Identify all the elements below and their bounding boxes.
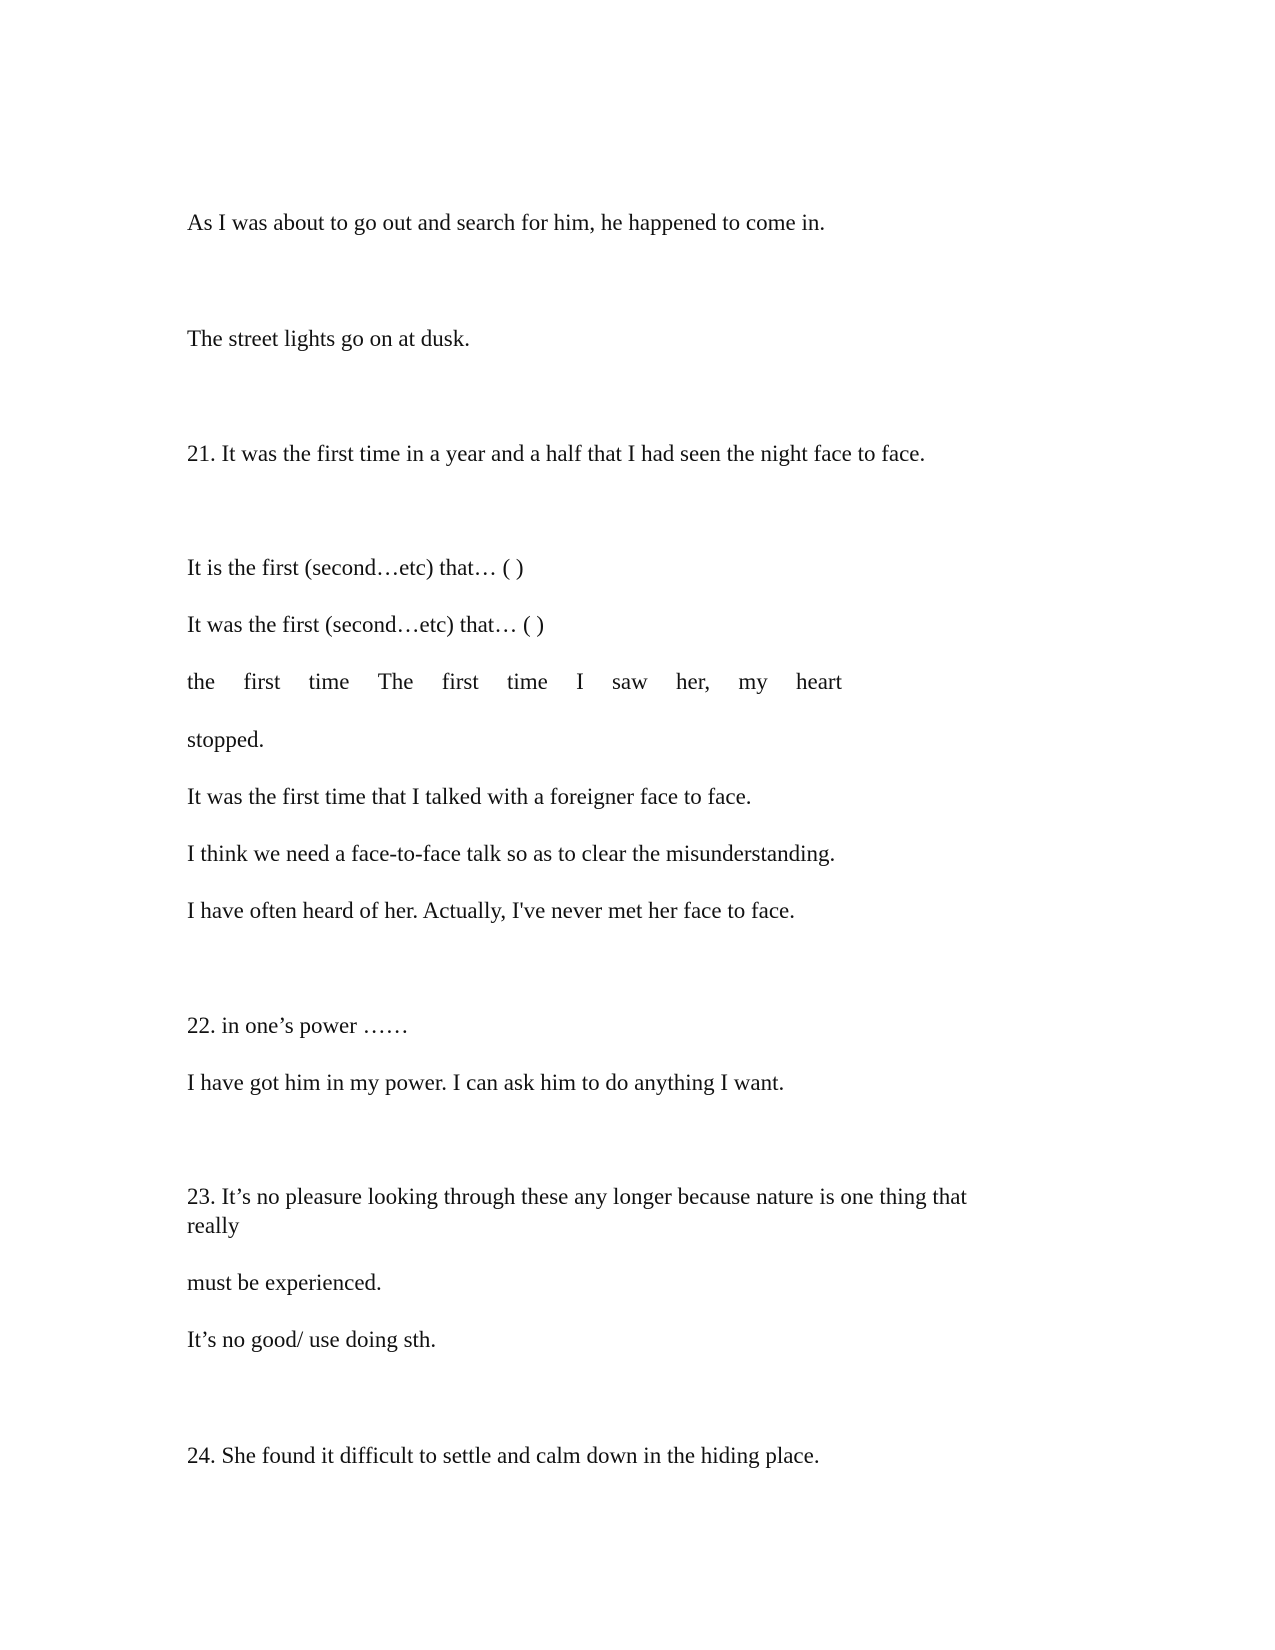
- word: saw: [611, 669, 648, 694]
- item-23-continuation: must be experienced.: [187, 1270, 382, 1295]
- pattern-no-good: It’s no good/ use doing sth.: [187, 1327, 437, 1352]
- item-21-heading: 21. It was the first time in a year and a half that I had seen the night face to face.: [187, 441, 926, 466]
- word: heart: [796, 669, 842, 694]
- pattern-line-past: It was the first (second…etc) that… ( ): [187, 612, 545, 637]
- justified-example-line: [187, 667, 842, 696]
- item-23-heading: 23. It’s no pleasure looking through these any longer because nature is one thing that: [187, 1184, 967, 1209]
- word: The: [377, 669, 414, 694]
- text-line-stopped: stopped.: [187, 727, 265, 752]
- word: my: [738, 669, 768, 694]
- pattern-line-present: It is the first (second…etc) that… ( ): [187, 555, 524, 580]
- example-never-met: I have often heard of her. Actually, I've never met her face to face.: [187, 898, 796, 923]
- example-face-to-face-talk: I think we need a face-to-face talk so as to clear the misunderstanding.: [187, 841, 836, 866]
- example-in-my-power: I have got him in my power. I can ask him to do anything I want.: [187, 1070, 785, 1095]
- item-24-heading: 24. She found it difficult to settle and calm down in the hiding place.: [187, 1443, 820, 1468]
- item-23-heading-wrap: really: [187, 1213, 240, 1238]
- word: first: [243, 669, 281, 694]
- word: time: [308, 669, 350, 694]
- word: her,: [675, 669, 711, 694]
- word: I: [576, 669, 584, 694]
- word: time: [506, 669, 548, 694]
- text-line-1: As I was about to go out and search for him, he happened to come in.: [187, 210, 826, 235]
- word: first: [441, 669, 479, 694]
- example-foreigner: It was the first time that I talked with a foreigner face to face.: [187, 784, 752, 809]
- text-line-2: The street lights go on at dusk.: [187, 326, 470, 351]
- item-22-heading: 22. in one’s power ……: [187, 1013, 409, 1038]
- word: the: [187, 669, 216, 694]
